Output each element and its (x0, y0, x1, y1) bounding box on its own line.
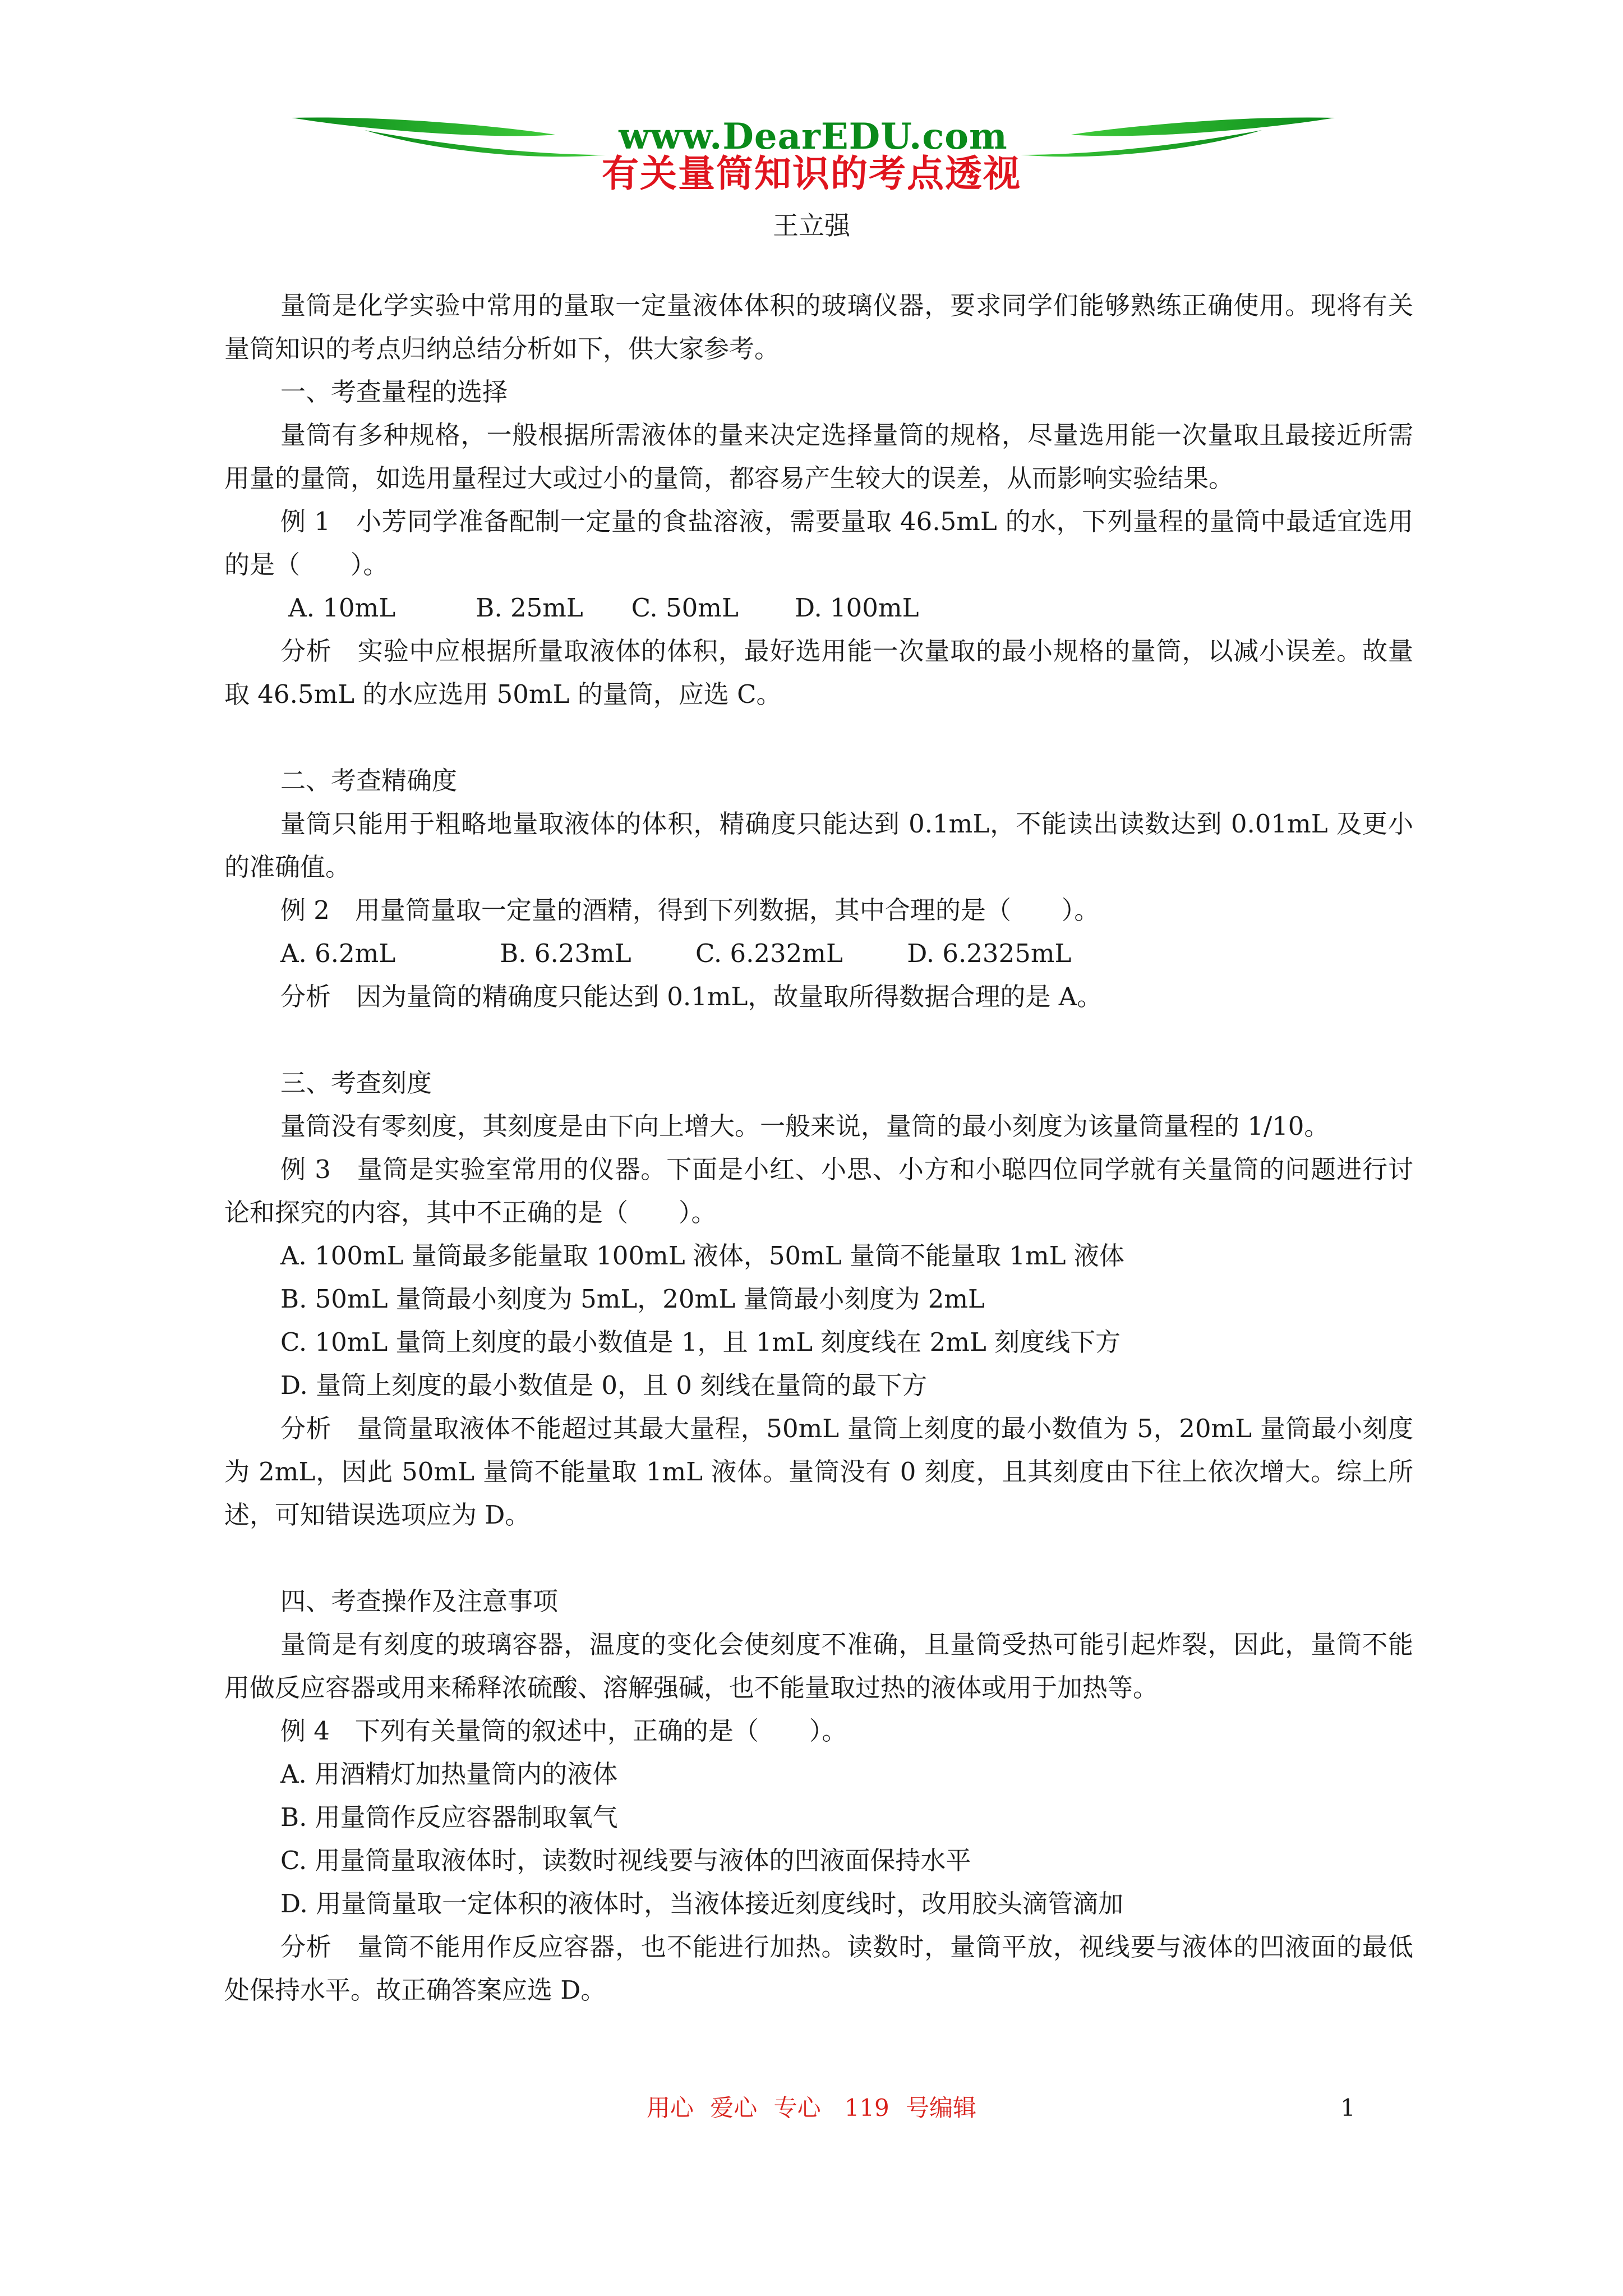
example-analysis: 分析 实验中应根据所量取液体的体积，最好选用能一次量取的最小规格的量筒，以减小误差。故量取 46.5mL 的水应选用 50mL 的量筒，应选 C。 (224, 636, 1413, 709)
section-heading: 四、考查操作及注意事项 (280, 1586, 559, 1616)
author-name: 王立强 (773, 210, 850, 241)
option-item: B. 用量筒作反应容器制取氧气 (280, 1802, 618, 1832)
example-question: 例 2 用量筒量取一定量的酒精，得到下列数据，其中合理的是（ ）。 (280, 895, 1100, 925)
section-text: 量筒只能用于粗略地量取液体的体积，精确度只能达到 0.1mL，不能读出读数达到 0.01mL 及更小的准确值。 (224, 809, 1413, 882)
example-options: A. 10mL B. 25mL C. 50mL D. 100mL (280, 593, 919, 623)
site-url: www.DearEDU.com (619, 116, 1008, 158)
section-heading: 一、考查量程的选择 (280, 377, 508, 407)
spacer (224, 716, 1413, 759)
option-item: C. 用量筒量取液体时，读数时视线要与液体的凹液面保持水平 (280, 1846, 971, 1875)
spacer (224, 1018, 1413, 1061)
example-analysis: 分析 因为量筒的精确度只能达到 0.1mL，故量取所得数据合理的是 A。 (280, 982, 1103, 1011)
example-options: A. 6.2mL B. 6.23mL C. 6.232mL D. 6.2325mL (280, 938, 1072, 968)
example-question: 例 3 量筒是实验室常用的仪器。下面是小红、小思、小方和小聪四位同学就有关量筒的问题进行讨论和探究的内容，其中不正确的是（ ）。 (224, 1154, 1413, 1227)
intro-paragraph: 量筒是化学实验中常用的量取一定量液体体积的玻璃仪器，要求同学们能够熟练正确使用。现将有关量筒知识的考点归纳总结分析如下，供大家参考。 (224, 291, 1413, 364)
option-item: B. 50mL 量筒最小刻度为 5mL，20mL 量筒最小刻度为 2mL (280, 1284, 985, 1314)
section-heading: 二、考查精确度 (280, 766, 458, 795)
example-question: 例 1 小芳同学准备配制一定量的食盐溶液，需要量取 46.5mL 的水，下列量程的量筒中最适宜选用的是（ ）。 (224, 507, 1413, 579)
spacer (224, 1536, 1413, 1580)
option-item: A. 100mL 量筒最多能量取 100mL 液体，50mL 量筒不能量取 1mL 液体 (280, 1241, 1124, 1271)
example-analysis: 分析 量筒量取液体不能超过其最大量程，50mL 量筒上刻度的最小数值为 5，20mL 量筒最小刻度为 2mL，因此 50mL 量筒不能量取 1mL 液体。量筒没有 0 刻度，且其刻度由下往上依次增大。综上所述，可知错误选项应为 D。 (224, 1414, 1413, 1530)
example-analysis: 分析 量筒不能用作反应容器，也不能进行加热。读数时，量筒平放，视线要与液体的凹液面的最低处保持水平。故正确答案应选 D。 (224, 1932, 1413, 2005)
option-item: D. 量筒上刻度的最小数值是 0，且 0 刻线在量筒的最下方 (280, 1370, 928, 1400)
option-item: D. 用量筒量取一定体积的液体时，当液体接近刻度线时，改用胶头滴管滴加 (280, 1889, 1124, 1918)
example-question: 例 4 下列有关量筒的叙述中，正确的是（ ）。 (280, 1716, 847, 1746)
option-item: C. 10mL 量筒上刻度的最小数值是 1，且 1mL 刻度线在 2mL 刻度线下方 (280, 1327, 1121, 1357)
option-item: A. 用酒精灯加热量筒内的液体 (280, 1759, 618, 1789)
section-text: 量筒是有刻度的玻璃容器，温度的变化会使刻度不准确，且量筒受热可能引起炸裂，因此，量筒不能用做反应容器或用来稀释浓硫酸、溶解强碱，也不能量取过热的液体或用于加热等。 (224, 1630, 1413, 1703)
page-number: 1 (1340, 2094, 1355, 2122)
section-heading: 三、考查刻度 (280, 1068, 432, 1098)
section-text: 量筒没有零刻度，其刻度是由下向上增大。一般来说，量筒的最小刻度为该量筒量程的 1/10。 (280, 1111, 1330, 1141)
article-body (224, 284, 1413, 2012)
page-footer: 用心 爱心 专心 119 号编辑 (646, 2094, 977, 2122)
section-text: 量筒有多种规格，一般根据所需液体的量来决定选择量筒的规格，尽量选用能一次量取且最接近所需用量的量筒，如选用量程过大或过小的量筒，都容易产生较大的误差，从而影响实验结果。 (224, 420, 1413, 493)
page-title: 有关量筒知识的考点透视 (602, 151, 1021, 195)
